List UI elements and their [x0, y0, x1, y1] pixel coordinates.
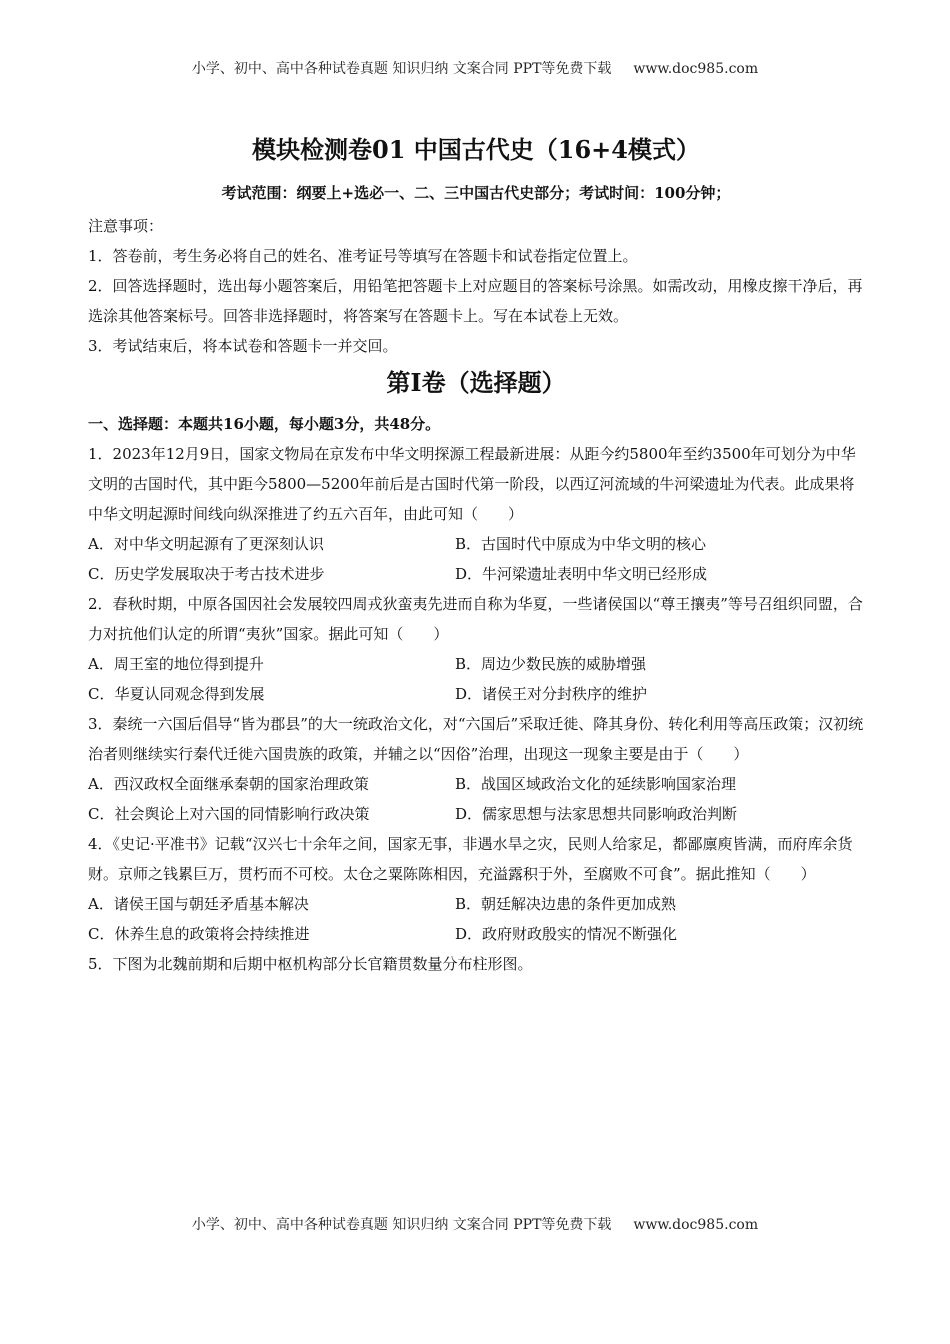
option-b: B．古国时代中原成为中华文明的核心: [455, 535, 707, 553]
option-a: A．诸侯王国与朝廷矛盾基本解决: [88, 895, 309, 913]
notice-item: 3．考试结束后，将本试卷和答题卡一并交回。: [88, 337, 398, 355]
page-header: [0, 58, 950, 78]
question-stem: 1．2023年12月9日，国家文物局在京发布中华文明探源工程最新进展：从距今约5800年至约3500年可划分为中华文明的古国时代，其中距今5800—5200年前后是古国时代第一阶段，以西辽河流域的牛河梁遗址为代表。此成果将中华文明起源时间线向纵深推进了约五六百年，由此可知（ ）: [88, 445, 856, 523]
notice-heading: 注意事项：: [88, 217, 164, 235]
question-1: [88, 439, 864, 589]
notice-item: 1．答卷前，考生务必将自己的姓名、准考证号等填写在答题卡和试卷指定位置上。: [88, 247, 638, 265]
option-b: B．周边少数民族的威胁增强: [455, 655, 647, 673]
exam-body: [88, 130, 864, 979]
header-url[interactable]: www.doc985.com: [633, 61, 759, 77]
option-a: A．周王室的地位得到提升: [88, 655, 264, 673]
question-stem: 4．《史记·平准书》记载“汉兴七十余年之间，国家无事，非遇水旱之灾，民则人给家足，都鄙廪庾皆满，而府库余货财。京师之钱累巨万，贯朽而不可校。太仓之粟陈陈相因，充溢露积于外，至腐败不可食”。据此推知（ ）: [88, 835, 853, 883]
option-d: D．政府财政殷实的情况不断强化: [455, 925, 678, 943]
option-c: C．社会舆论上对六国的同情影响行政决策: [88, 805, 370, 823]
question-stem: 5．下图为北魏前期和后期中枢机构部分长官籍贯数量分布柱形图。: [88, 955, 533, 973]
footer-text: 小学、初中、高中各种试卷真题 知识归纳 文案合同 PPT等免费下载: [191, 1217, 612, 1233]
option-a: A．对中华文明起源有了更深刻认识: [88, 535, 324, 553]
question-stem: 3．秦统一六国后倡导“皆为郡县”的大一统政治文化，对“六国后”采取迁徙、降其身份、转化利用等高压政策；汉初统治者则继续实行秦代迁徙六国贵族的政策，并辅之以“因俗”治理，出现这一现象主要是由于（ ）: [88, 715, 864, 763]
option-a: A．西汉政权全面继承秦朝的国家治理政策: [88, 775, 369, 793]
page-footer: [0, 1214, 950, 1234]
exam-scope: 考试范围：纲要上+选必一、二、三中国古代史部分；考试时间：100分钟；: [221, 184, 731, 202]
footer-url[interactable]: www.doc985.com: [633, 1217, 759, 1233]
question-3: [88, 709, 864, 829]
option-list: [88, 769, 864, 829]
question-stem: 2．春秋时期，中原各国因社会发展较四周戎狄蛮夷先进而自称为华夏，一些诸侯国以“尊王攘夷”等号召组织同盟，合力对抗他们认定的所谓“夷狄”国家。据此可知（ ）: [88, 595, 863, 643]
question-4: [88, 829, 864, 949]
notice-block: [88, 211, 864, 361]
option-b: B．朝廷解决边患的条件更加成熟: [455, 895, 677, 913]
question-2: [88, 589, 864, 709]
option-list: [88, 889, 864, 949]
option-d: D．儒家思想与法家思想共同影响政治判断: [455, 805, 738, 823]
option-list: [88, 529, 864, 589]
option-c: C．华夏认同观念得到发展: [88, 685, 265, 703]
page-title: 模块检测卷01 中国古代史（16+4模式）: [252, 135, 700, 164]
notice-item: 2．回答选择题时，选出每小题答案后，用铅笔把答题卡上对应题目的答案标号涂黑。如需改动，用橡皮擦干净后，再选涂其他答案标号。回答非选择题时，将答案写在答题卡上。写在本试卷上无效。: [88, 277, 863, 325]
question-5: [88, 949, 864, 979]
option-c: C．休养生息的政策将会持续推进: [88, 925, 310, 943]
part-heading: 一、选择题：本题共16小题，每小题3分，共48分。: [88, 415, 441, 433]
option-d: D．诸侯王对分封秩序的维护: [455, 685, 648, 703]
option-d: D．牛河梁遗址表明中华文明已经形成: [455, 565, 708, 583]
header-text: 小学、初中、高中各种试卷真题 知识归纳 文案合同 PPT等免费下载: [191, 61, 612, 77]
section-title: 第I卷（选择题）: [386, 368, 566, 397]
option-b: B．战国区域政治文化的延续影响国家治理: [455, 775, 737, 793]
option-list: [88, 649, 864, 709]
option-c: C．历史学发展取决于考古技术进步: [88, 565, 325, 583]
